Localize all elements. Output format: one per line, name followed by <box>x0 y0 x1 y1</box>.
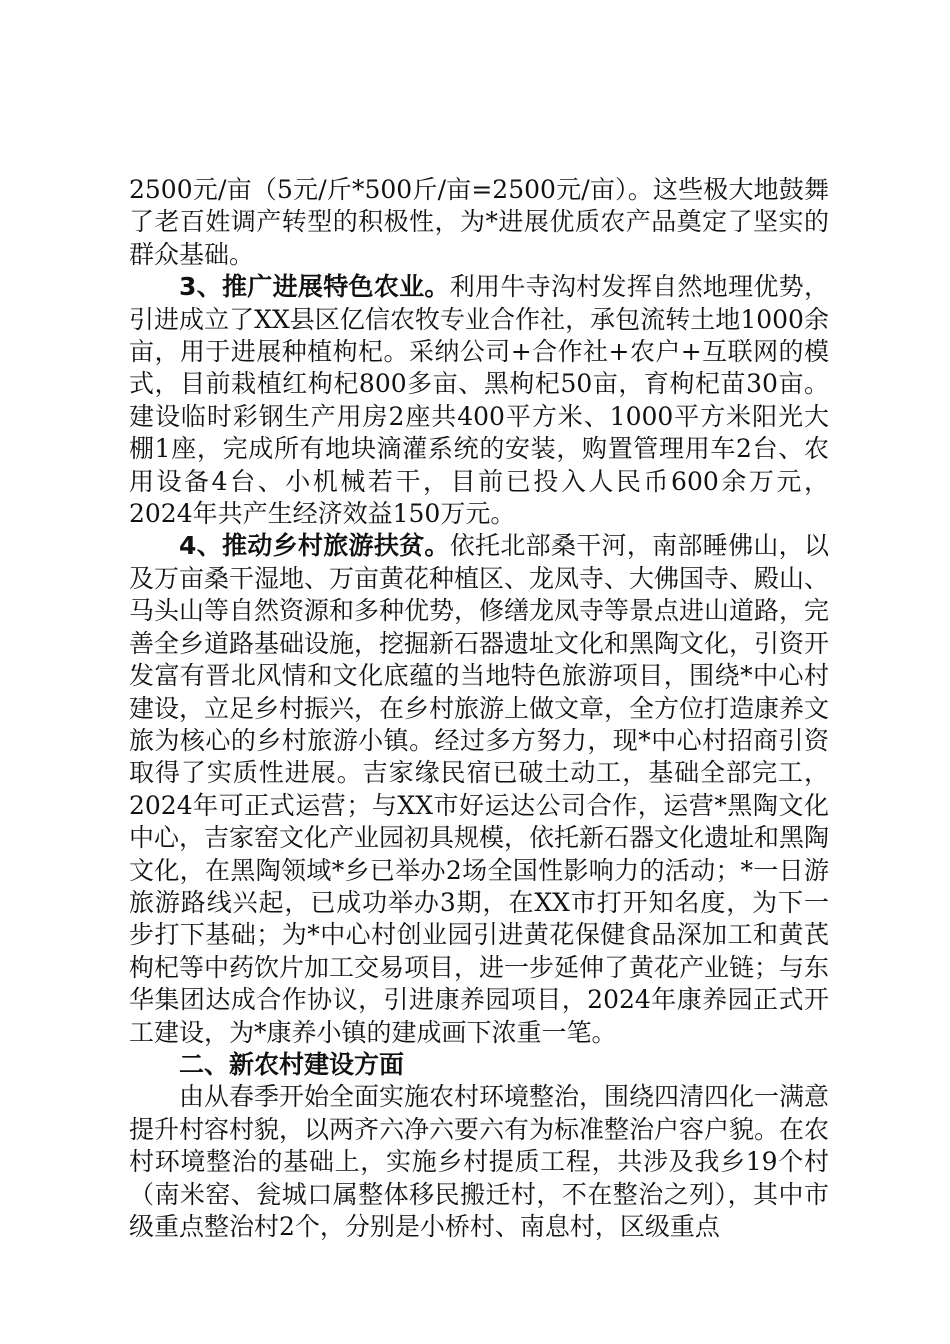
section-2-title: 二、新农村建设方面 <box>179 1049 405 1079</box>
item-4-heading: 4、推动乡村旅游扶贫。 <box>179 531 450 561</box>
document-page <box>129 174 829 1243</box>
item-3-body: 利用牛寺沟村发挥自然地理优势，引进成立了XX县区亿信农牧专业合作社，承包流转土地1000余亩，用于进展种植枸杞。采纳公司+合作社+农户+互联网的模式，目前栽植红枸杞800多亩、黑枸杞50亩，育枸杞苗30亩。建设临时彩钢生产用房2座共400平方米、1000平方米阳光大棚1座，完成所有地块滴灌系统的安装，购置管理用车2台、农用设备4台、小机械若干，目前已投入人民币600余万元，2024年共产生经济效益150万元。 <box>129 272 829 529</box>
paragraph-continuation: 2500元/亩（5元/斤*500斤/亩=2500元/亩）。这些极大地鼓舞了老百姓调产转型的积极性，为*进展优质农产品奠定了坚实的群众基础。 <box>129 175 829 269</box>
section-2-body: 由从春季开始全面实施农村环境整治，围绕四清四化一满意提升村容村貌，以两齐六净六要六有为标准整治户容户貌。在农村环境整治的基础上，实施乡村提质工程，共涉及我乡19个村（南米窑、瓮城口属整体移民搬迁村，不在整治之列），其中市级重点整治村2个，分别是小桥村、南息村，区级重点 <box>129 1082 830 1241</box>
paragraph-item-3 <box>129 271 829 530</box>
item-4-body: 依托北部桑干河，南部睡佛山，以及万亩桑干湿地、万亩黄花种植区、龙凤寺、大佛国寺、殿山、马头山等自然资源和多种优势，修缮龙凤寺等景点进山道路，完善全乡道路基础设施，挖掘新石器遗址文化和黑陶文化，引资开发富有晋北风情和文化底蕴的当地特色旅游项目，围绕*中心村建设，立足乡村振兴，在乡村旅游上做文章，全方位打造康养文旅为核心的乡村旅游小镇。经过多方努力，现*中心村招商引资取得了实质性进展。吉家缘民宿已破土动工，基础全部完工，2024年可正式运营；与XX市好运达公司合作，运营*黑陶文化中心，吉家窑文化产业园初具规模，依托新石器文化遗址和黑陶文化，在黑陶领域*乡已举办2场全国性影响力的活动；*一日游旅游路线兴起，已成功举办3期，在XX市打开知名度，为下一步打下基础；为*中心村创业园引进黄花保健食品深加工和黄芪枸杞等中药饮片加工交易项目，进一步延伸了黄花产业链；与东华集团达成合作协议，引进康养园项目，2024年康养园正式开工建设，为*康养小镇的建成画下浓重一笔。 <box>129 531 830 1047</box>
item-3-heading: 3、推广进展特色农业。 <box>179 272 450 302</box>
paragraph-item-4 <box>129 530 829 1049</box>
